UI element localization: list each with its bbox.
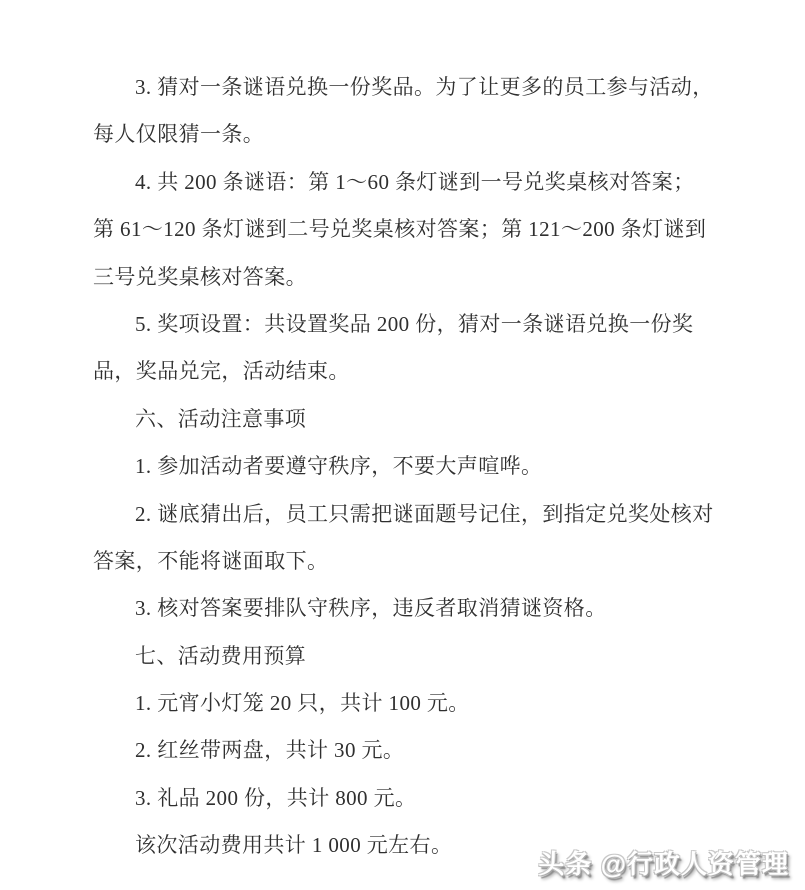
document-body [93,64,753,870]
doc-line: 2. 谜底猜出后，员工只需把谜面题号记住，到指定兑奖处核对 [135,501,714,526]
doc-line: 4. 共 200 条谜语：第 1～60 条灯谜到一号兑奖桌核对答案； [135,169,695,194]
doc-line: 2. 红丝带两盘，共计 30 元。 [135,738,405,763]
doc-line: 5. 奖项设置：共设置奖品 200 份，猜对一条谜语兑换一份奖 [135,311,694,336]
doc-line: 1. 元宵小灯笼 20 只，共计 100 元。 [135,691,470,716]
doc-line: 三号兑奖桌核对答案。 [93,264,307,289]
doc-line: 1. 参加活动者要遵守秩序，不要大声喧哗。 [135,454,543,479]
section-heading: 七、活动费用预算 [135,643,307,668]
toutiao-watermark: 头条 @行政人资管理 [538,849,789,879]
doc-line: 3. 核对答案要排队守秩序，违反者取消猜谜资格。 [135,596,607,621]
doc-line: 该次活动费用共计 1 000 元左右。 [135,833,453,858]
doc-line: 3. 礼品 200 份，共计 800 元。 [135,785,417,810]
doc-line: 3. 猜对一条谜语兑换一份奖品。为了让更多的员工参与活动， [135,75,714,99]
doc-line: 第 61～120 条灯谜到二号兑奖桌核对答案；第 121～200 条灯谜到 [93,217,707,242]
doc-line: 品，奖品兑完，活动结束。 [93,359,350,384]
doc-line: 每人仅限猜一条。 [93,122,265,147]
section-heading: 六、活动注意事项 [135,406,307,431]
doc-line: 答案，不能将谜面取下。 [93,548,329,573]
